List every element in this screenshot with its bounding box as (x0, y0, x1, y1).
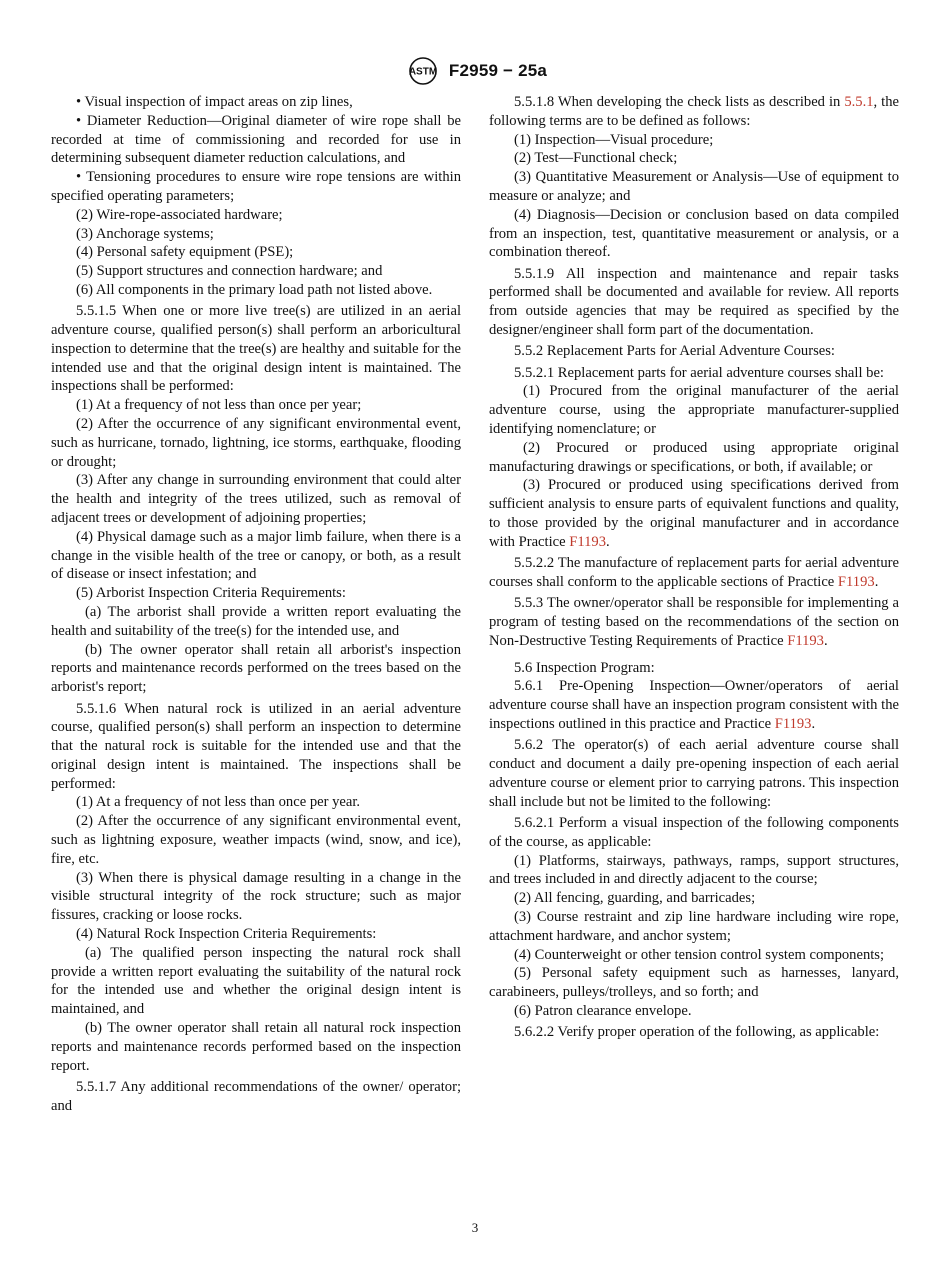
page-header (0, 56, 950, 86)
text-span: . (874, 573, 879, 590)
list-item: (5) Arborist Inspection Criteria Requirements: (76, 585, 346, 602)
list-item (489, 476, 899, 551)
text-span: . (811, 716, 816, 732)
list-item: (2) After the occurrence of any significant environmental event, such as hurricane, tornado, lightning, ice storms, earthquake, flooding or drought; (51, 416, 461, 470)
list-item: (4) Counterweight or other tension control system components; (514, 946, 885, 963)
sub-list-item: (a) The qualified person inspecting the natural rock shall provide a written report evaluating the suitability of the natural rock for the intended use and whether the original design intent is maintained, and (51, 944, 461, 1018)
list-item: (3) Quantitative Measurement or Analysis—Use of equipment to measure or analyze; and (489, 169, 899, 204)
paragraph: • Diameter Reduction—Original diameter of wire rope shall be recorded at time of commissioning and recorded for use in determining subsequent diameter reduction calculations, and (51, 112, 461, 167)
list-item: (4) Personal safety equipment (PSE); (76, 244, 294, 261)
section-5-5-1-6: 5.5.1.6 When natural rock is utilized in an aerial adventure course, qualified person(s) shall perform an inspection to determine that the natural rock is suitable for the intended use and that the original design intent is maintained. The inspections shall be performed: (51, 700, 461, 792)
list-item: (1) Platforms, stairways, pathways, ramps, support structures, and trees included in and directly adjacent to the course; (489, 852, 899, 888)
page-number: 3 (471, 1220, 479, 1235)
reference-link-5-5-1[interactable]: 5.5.1 (844, 94, 874, 110)
section-5-6-heading: 5.6 Inspection Program: (514, 659, 655, 676)
list-item: (6) All components in the primary load path not listed above. (76, 281, 433, 298)
list-item: (6) Patron clearance envelope. (514, 1002, 692, 1019)
reference-link-f1193[interactable]: F1193 (774, 716, 812, 732)
list-item: (3) When there is physical damage resulting in a change in the visible structural integrity of the rock structure; such as major fissures, cracking or loose rocks. (51, 869, 461, 924)
list-item: (4) Diagnosis—Decision or conclusion based on data compiled from an inspection, test, quantitative measurement or analysis, or a combination thereof. (489, 206, 899, 261)
text-span: 5.5.3 The owner/operator shall be responsible for implementing a program of testing based on the recommendations of the section on Non-Destructive Testing Requirements of Practice (489, 595, 899, 649)
paragraph: • Visual inspection of impact areas on zip lines, (76, 94, 353, 110)
sub-list-item: (a) The arborist shall provide a written report evaluating the health and suitability of the tree(s) for the intended use, and (51, 604, 461, 639)
list-item: (1) At a frequency of not less than once per year. (76, 794, 361, 811)
list-item: (4) Natural Rock Inspection Criteria Requirements: (76, 926, 377, 943)
text-span: 5.5.2.2 The manufacture of replacement parts for aerial adventure courses shall conform to the applicable sections of Practice (489, 555, 899, 590)
section-5-6-2: 5.6.2 The operator(s) of each aerial adventure course shall conduct and document a daily pre-opening inspection of each aerial adventure course or element prior to carrying patrons. This inspection shall include but not be limited to the following: (489, 737, 899, 810)
section-5-5-3 (489, 594, 899, 650)
list-item: (2) All fencing, guarding, and barricades; (514, 890, 756, 907)
section-5-6-1 (489, 677, 899, 733)
list-item: (1) Inspection—Visual procedure; (514, 131, 714, 148)
text-span: . (823, 632, 828, 649)
paragraph: • Tensioning procedures to ensure wire rope tensions are within specified operating parameters; (51, 169, 461, 204)
text-span: , the following terms are to be defined as follows: (489, 94, 899, 129)
astm-logo-icon (403, 56, 443, 86)
section-5-5-1-8 (489, 93, 899, 131)
section-5-5-1-7: 5.5.1.7 Any additional recommendations of the owner/ operator; and (51, 1078, 461, 1114)
list-item: (1) At a frequency of not less than once per year; (76, 397, 362, 414)
svg-text:ASTM: ASTM (408, 66, 438, 78)
sub-list-item: (b) The owner operator shall retain all natural rock inspection reports and maintenance records performed based on the inspection report. (51, 1020, 461, 1074)
section-5-5-1-5: 5.5.1.5 When one or more live tree(s) are utilized in an aerial adventure course, qualified person(s) shall perform an arboricultural inspection to determine that the tree(s) are healthy and suitable for the intended use and that the original design intent is maintained. The inspections shall be performed: (51, 303, 461, 395)
text-span: . (606, 533, 610, 550)
list-item: (2) After the occurrence of any significant environmental event, such as lightning exposure, weather impacts (wind, snow, and ice), fire, etc. (51, 813, 461, 867)
section-5-5-2: 5.5.2 Replacement Parts for Aerial Adventure Courses: (514, 343, 835, 360)
list-item: (4) Physical damage such as a major limb failure, when there is a change in the visible health of the tree or canopy, or both, as a result of disease or insect infestation; and (51, 528, 461, 583)
text-span: (3) Procured or produced using specifications derived from sufficient analysis to ensure parts of equivalent functions and quality, to those provided by the original manufacturer and in accordance with Practice (489, 477, 899, 550)
text-span: 5.6.1 Pre-Opening Inspection—Owner/operators of aerial adventure course shall have an inspection program consistent with the inspections outlined in this practice and Practice (489, 678, 899, 732)
right-column (489, 93, 899, 1042)
list-item: (1) Procured from the original manufacturer of the aerial adventure course, using the appropriate manufacturer-supplied identifying nomenclature; or (489, 383, 899, 438)
list-item: (2) Procured or produced using appropriate original manufacturing drawings or specifications, or both, if available; or (489, 439, 899, 475)
list-item: (3) After any change in surrounding environment that could alter the health and integrity of the trees utilized, such as removal of adjacent trees or development of adjoining properties; (51, 472, 461, 527)
text-span: 5.5.1.8 When developing the check lists as described in (514, 94, 845, 110)
section-5-5-2-2 (489, 554, 899, 592)
list-item: (3) Anchorage systems; (76, 225, 214, 242)
section-5-5-2-1: 5.5.2.1 Replacement parts for aerial adventure courses shall be: (514, 364, 884, 381)
section-5-6-2-2: 5.6.2.2 Verify proper operation of the following, as applicable: (514, 1024, 880, 1041)
list-item: (5) Support structures and connection hardware; and (76, 263, 383, 280)
section-5-6-2-1: 5.6.2.1 Perform a visual inspection of the following components of the course, as applicable: (489, 814, 899, 850)
sub-list-item: (b) The owner operator shall retain all arborist's inspection reports and maintenance records performed on the trees based on the arborist's report; (51, 641, 461, 696)
reference-link-f1193[interactable]: F1193 (569, 533, 607, 550)
list-item: (2) Test—Functional check; (514, 150, 678, 167)
list-item: (2) Wire-rope-associated hardware; (76, 206, 283, 223)
reference-link-f1193[interactable]: F1193 (837, 573, 875, 590)
reference-link-f1193[interactable]: F1193 (787, 632, 824, 649)
list-item: (3) Course restraint and zip line hardware including wire rope, attachment hardware, and anchor system; (489, 908, 899, 944)
list-item: (5) Personal safety equipment such as harnesses, lanyard, carabineers, pulleys/trolleys, and so forth; and (489, 965, 899, 1001)
left-column (51, 93, 461, 1116)
section-5-5-1-9: 5.5.1.9 All inspection and maintenance and repair tasks performed shall be documented and available for review. All reports from outside agencies that may be required as specified by the designer/engineer shall form part of the documentation. (489, 265, 899, 339)
document-id: F2959 − 25a (448, 61, 548, 80)
